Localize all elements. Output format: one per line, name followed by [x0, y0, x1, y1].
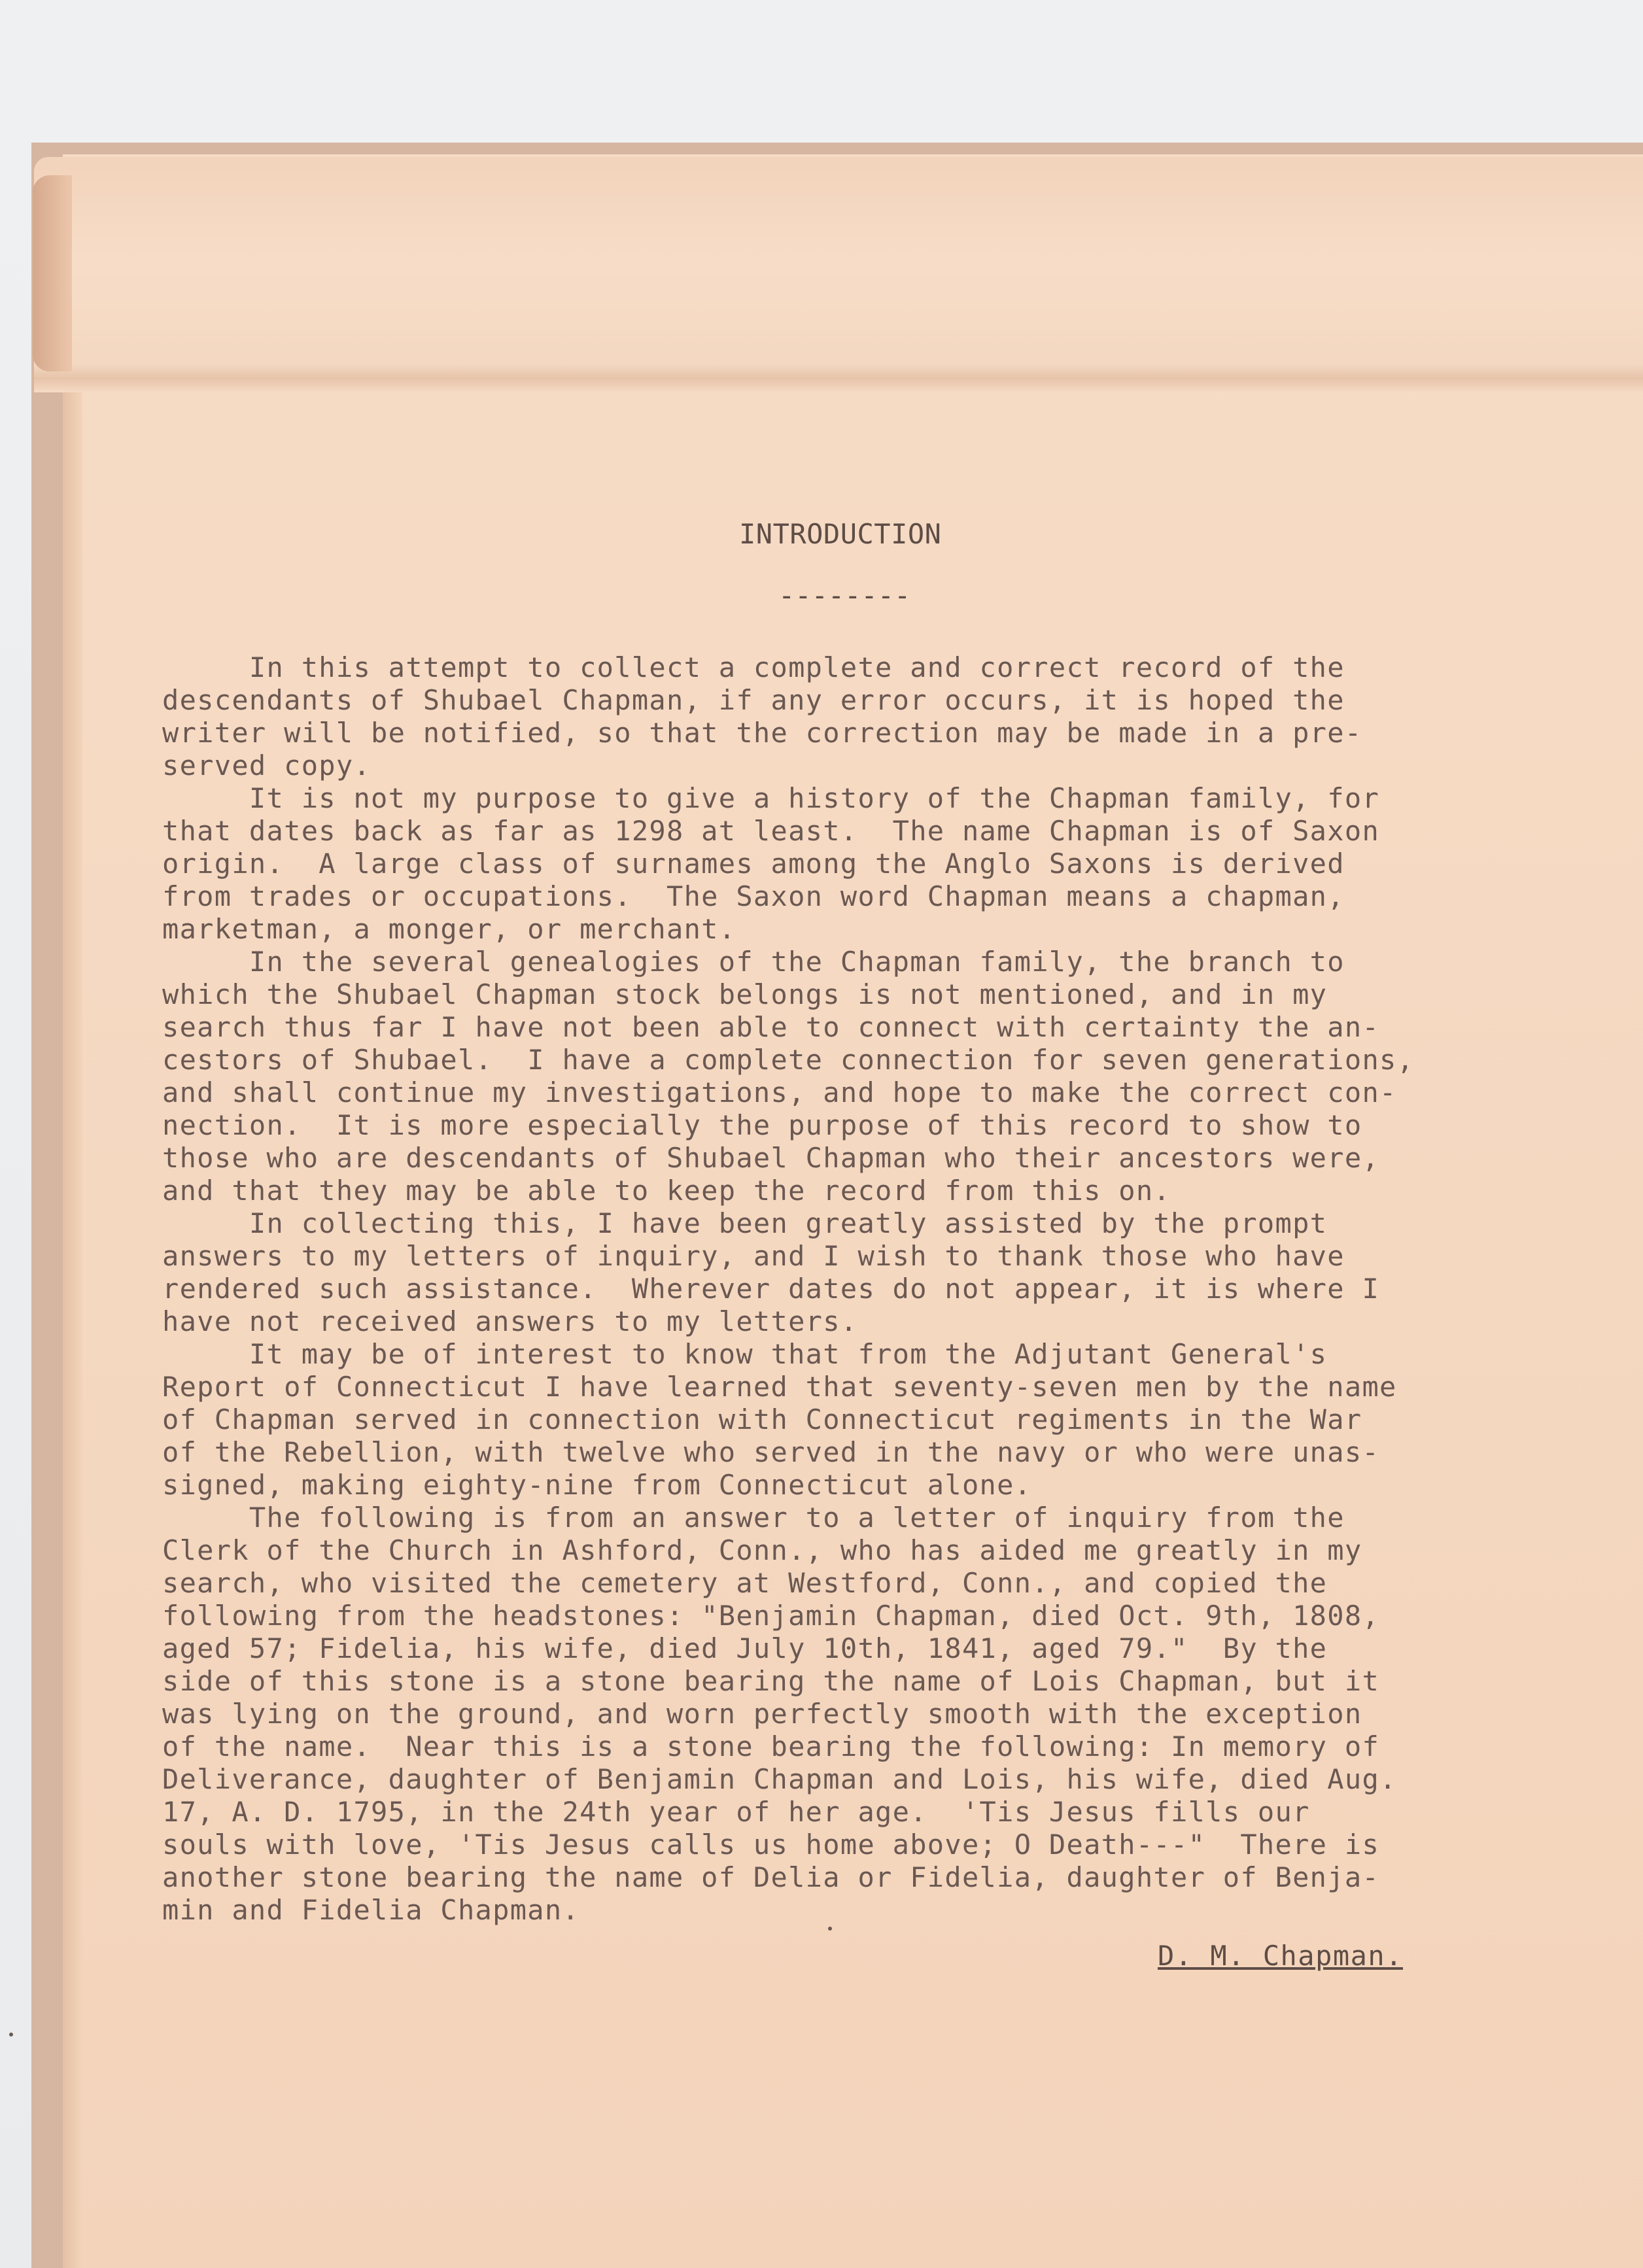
text-line: of the Rebellion, with twelve who served in the navy or who were unas- [162, 1436, 1380, 1468]
text-line: It may be of interest to know that from the Adjutant General's [162, 1338, 1328, 1370]
text-line: search thus far I have not been able to connect with certainty the an- [162, 1011, 1380, 1043]
text-line: 17, A. D. 1795, in the 24th year of her age. 'Tis Jesus fills our [162, 1796, 1310, 1828]
text-line: served copy. [162, 749, 372, 782]
page-left-edge [63, 392, 82, 2268]
text-line: origin. A large class of surnames among the Anglo Saxons is derived [162, 848, 1345, 880]
text-line: following from the headstones: "Benjamin Chapman, died Oct. 9th, 1808, [162, 1600, 1380, 1632]
ink-spot [828, 1927, 832, 1931]
text-line: It is not my purpose to give a history of the Chapman family, for [162, 782, 1380, 814]
text-line: answers to my letters of inquiry, and I wish to thank those who have [162, 1240, 1345, 1272]
text-line: and that they may be able to keep the record from this on. [162, 1175, 1171, 1207]
text-line: and shall continue my investigations, and hope to make the correct con- [162, 1076, 1397, 1108]
text-line: In the several genealogies of the Chapman family, the branch to [162, 946, 1345, 978]
text-line: have not received answers to my letters. [162, 1305, 858, 1337]
text-line: aged 57; Fidelia, his wife, died July 10th, 1841, aged 79." By the [162, 1632, 1328, 1664]
text-line: those who are descendants of Shubael Chapman who their ancestors were, [162, 1142, 1380, 1174]
page-fold-edge [33, 175, 72, 371]
text-line: another stone bearing the name of Delia or Fidelia, daughter of Benja- [162, 1861, 1380, 1893]
text-line: was lying on the ground, and worn perfectly smooth with the exception [162, 1698, 1362, 1730]
text-line: In collecting this, I have been greatly assisted by the prompt [162, 1207, 1328, 1239]
page-fold [34, 157, 1643, 392]
text-line: signed, making eighty-nine from Connecticut alone. [162, 1469, 1032, 1501]
text-line: of Chapman served in connection with Connecticut regiments in the War [162, 1403, 1362, 1435]
text-line: min and Fidelia Chapman. [162, 1894, 580, 1926]
text-line: marketman, a monger, or merchant. [162, 913, 736, 945]
text-line: rendered such assistance. Wherever dates do not appear, it is where I [162, 1273, 1380, 1305]
page-title: INTRODUCTION [739, 518, 942, 550]
text-line: side of this stone is a stone bearing the name of Lois Chapman, but it [162, 1665, 1380, 1697]
text-line: Deliverance, daughter of Benjamin Chapman and Lois, his wife, died Aug. [162, 1763, 1397, 1795]
text-line: In this attempt to collect a complete and correct record of the [162, 651, 1345, 683]
text-line: that dates back as far as 1298 at least. The name Chapman is of Saxon [162, 815, 1380, 847]
signature: D. M. Chapman. [1158, 1940, 1404, 1972]
text-line: Report of Connecticut I have learned that seventy-seven men by the name [162, 1371, 1397, 1403]
text-line: nection. It is more especially the purpose of this record to show to [162, 1109, 1362, 1141]
text-line: search, who visited the cemetery at Westford, Conn., and copied the [162, 1567, 1328, 1599]
text-line: writer will be notified, so that the correction may be made in a pre- [162, 717, 1362, 749]
text-line: souls with love, 'Tis Jesus calls us home above; O Death---" There is [162, 1829, 1380, 1861]
title-rule: -------- [778, 579, 911, 611]
text-line: Clerk of the Church in Ashford, Conn., who has aided me greatly in my [162, 1534, 1362, 1566]
text-line: cestors of Shubael. I have a complete connection for seven generations, [162, 1044, 1415, 1076]
text-line: The following is from an answer to a letter of inquiry from the [162, 1502, 1345, 1534]
text-line: descendants of Shubael Chapman, if any error occurs, it is hoped the [162, 684, 1345, 716]
text-line: of the name. Near this is a stone bearing the following: In memory of [162, 1730, 1380, 1762]
text-line: which the Shubael Chapman stock belongs is not mentioned, and in my [162, 978, 1328, 1010]
ink-spot [9, 2033, 13, 2036]
text-line: from trades or occupations. The Saxon word Chapman means a chapman, [162, 880, 1345, 912]
